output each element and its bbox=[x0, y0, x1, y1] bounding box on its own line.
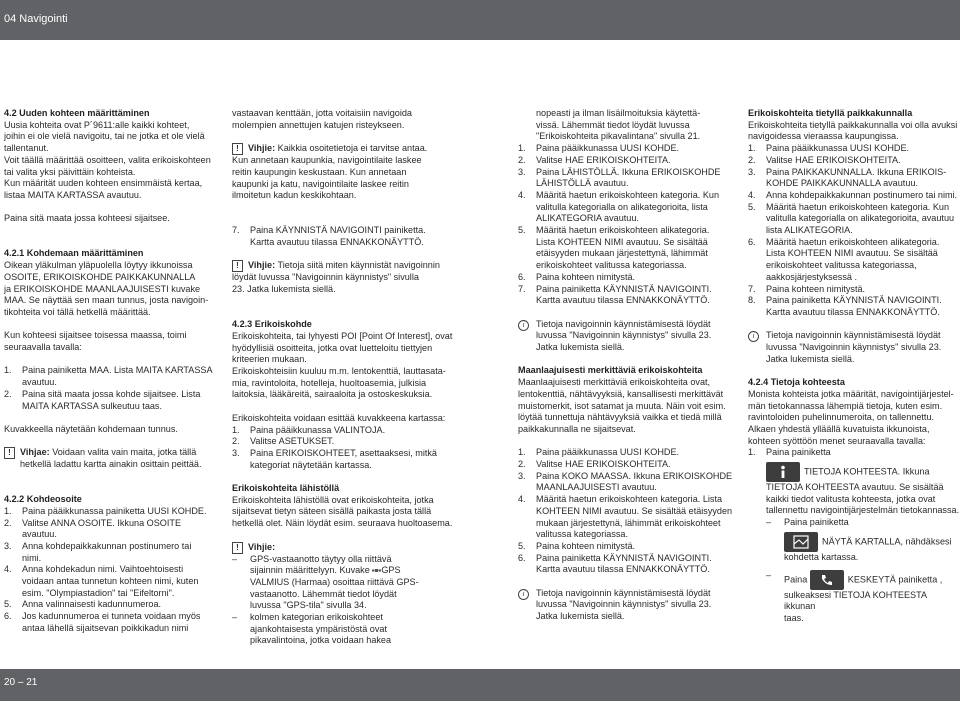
text-line: listaa MAITA KARTASSA avautuu. bbox=[4, 189, 142, 200]
list-item bbox=[4, 506, 226, 518]
list-dash: – bbox=[766, 569, 772, 580]
text-line: mukaan järjestettynä, lähimmät erikoiskohteet bbox=[536, 517, 721, 528]
text-line: sijaitsevat tietyn säteen sisällä paikasta josta tällä bbox=[232, 506, 432, 517]
text-line: pikavalintoina, jotka voidaan hakea bbox=[250, 635, 392, 646]
text-line: kohteen syöttöön menet seuraavalla tavalla: bbox=[748, 435, 926, 446]
text-line: antaa lähellä sijaitsevan poikkikadun nimi bbox=[22, 622, 189, 633]
text-line: Paina sitä maata jossa kohteesi sijaitsee. bbox=[4, 213, 170, 224]
text-line: Tietoja siitä miten käynnistät navigoinnin bbox=[277, 260, 440, 271]
list-item bbox=[748, 202, 960, 237]
text-line: aakkosjärjestyksessä . bbox=[766, 271, 857, 282]
list-item bbox=[748, 167, 960, 190]
text-line: kaikki tiedot valitusta kohteesta, jotka ovat bbox=[766, 493, 936, 504]
warning-icon: ! bbox=[4, 447, 15, 459]
text-line: Määritä haetun erikoiskohteen kategoria. Kun bbox=[766, 201, 949, 212]
list-number: 7. bbox=[232, 225, 240, 236]
list-number: 2. bbox=[748, 154, 756, 165]
list-item bbox=[748, 284, 960, 296]
text-line: Määritä haetun erikoiskohteen alikategoria. bbox=[766, 236, 940, 247]
list-item bbox=[518, 494, 740, 541]
text-line: Paina painiketta KÄYNNISTÄ NAVIGOINTI. bbox=[536, 283, 712, 294]
text-line: Erikoiskohteita, tai lyhyesti POI [Point Of Interest], ovat bbox=[232, 330, 453, 341]
list-number: 3. bbox=[232, 447, 240, 458]
page-footer bbox=[0, 669, 960, 701]
text-line: Paina ERIKOISKOHTEET, asettaaksesi, mitkä bbox=[250, 447, 437, 458]
list-item bbox=[518, 190, 740, 225]
text-line: TIETOJA KOHTEESTA avautuu. Se sisältää bbox=[766, 482, 944, 493]
text-line: LÄHISTÖLLÄ avautuu. bbox=[536, 178, 629, 189]
show-on-map-button[interactable] bbox=[784, 532, 818, 552]
satellite-icon bbox=[372, 567, 381, 575]
list-number: 1. bbox=[232, 424, 240, 435]
list-dash: – bbox=[232, 553, 238, 564]
column-3 bbox=[518, 108, 740, 623]
text-line: Kun määrität uuden kohteen ensimmäistä kertaa, bbox=[4, 178, 203, 189]
text-line: 23. Jatka lukemista siellä. bbox=[232, 284, 336, 295]
text-line: Maanlaajuisesti merkittäviä erikoiskohteita ovat, bbox=[518, 377, 711, 388]
list-number: 2. bbox=[232, 436, 240, 447]
section-heading: 4.2.1 Kohdemaan määrittäminen bbox=[4, 248, 144, 259]
text-line: Paina pääikkunassa UUSI KOHDE. bbox=[536, 143, 680, 154]
text-line: Tietoja navigoinnin käynnistämisestä löydät bbox=[536, 587, 711, 598]
text-line: OSOITE, ERIKOISKOHDE PAIKKAKUNNALLA bbox=[4, 271, 196, 282]
text-line: sijainnin määrittelyyn. Kuvake bbox=[250, 565, 370, 576]
list-item bbox=[232, 225, 458, 248]
text-line: Valitse ASETUKSET. bbox=[250, 436, 335, 447]
text-line: tallentanut. bbox=[4, 143, 49, 154]
text-line: etäisyyden mukaan järjestettynä, lähimmät bbox=[536, 248, 708, 259]
list-item bbox=[4, 541, 226, 564]
list-number: 5. bbox=[748, 201, 756, 212]
text-line: tallennettu navigointijärjestelmän tietokannassa. bbox=[766, 505, 960, 516]
info-icon: i bbox=[518, 320, 529, 331]
info-note bbox=[518, 588, 740, 623]
list-item bbox=[4, 564, 226, 599]
text-line: Määritä haetun erikoiskohteen kategoria. Kun bbox=[536, 189, 719, 200]
text-line: luvussa "GPS-tila" sivulla 34. bbox=[250, 600, 367, 611]
text-line: valitussa kategoriassa. bbox=[536, 529, 628, 540]
text-line: Määritä haetun erikoiskohteen alikategoria. bbox=[536, 225, 710, 236]
list-item bbox=[748, 517, 960, 563]
list-number: 2. bbox=[4, 517, 12, 528]
list-item bbox=[518, 284, 740, 307]
text-line: vastaavan kenttään, jotta voitaisiin navigoida bbox=[232, 108, 412, 118]
list-number: 7. bbox=[748, 283, 756, 294]
text-line: muistomerkit, isot satamat ja muuta. Näin voit esim. bbox=[518, 400, 726, 411]
list-number: 6. bbox=[518, 271, 526, 282]
list-number: 4. bbox=[4, 564, 12, 575]
text-line: Valitse HAE ERIKOISKOHTEITA. bbox=[766, 154, 901, 165]
list-item bbox=[518, 471, 740, 494]
list-item bbox=[518, 225, 740, 272]
text-line: Paina kohteen nimitystä. bbox=[766, 283, 866, 294]
info-icon: i bbox=[748, 331, 759, 342]
text-line: luvussa "Navigoinnin käynnistys" sivulla 23. bbox=[536, 330, 712, 341]
text-line: Lista KOHTEEN NIMI avautuu. Se sisältää bbox=[766, 248, 938, 259]
text-line: MAANLAAJUISESTI avautuu. bbox=[536, 482, 657, 493]
text-line: Paina LÄHISTÖLLÄ. Ikkuna ERIKOISKOHDE bbox=[536, 166, 721, 177]
info-button[interactable] bbox=[766, 462, 800, 482]
text-line: ALIKATEGORIA avautuu. bbox=[536, 213, 639, 224]
list-number: 1. bbox=[4, 505, 12, 516]
text-line: Monista kohteista jotka määrität, navigointijärjestel- bbox=[748, 388, 954, 399]
text-line: Erikoiskohteisiin kuuluu m.m. lentokenttiä, lauttasata- bbox=[232, 366, 446, 376]
list-item bbox=[748, 237, 960, 284]
list-item bbox=[232, 612, 458, 647]
list-number: 2. bbox=[518, 459, 526, 470]
text-line: voidaan antaa tunnetun kohteen nimi, kuten bbox=[22, 576, 199, 587]
list-number: 8. bbox=[748, 295, 756, 306]
text-line: Paina painiketta KÄYNNISTÄ NAVIGOINTI. bbox=[536, 552, 712, 563]
text-line: Voidaan valita vain maita, jotka tällä bbox=[52, 447, 197, 458]
section-heading: Maanlaajuisesti merkittäviä erikoiskohteita bbox=[518, 365, 703, 376]
text-line: Määritä haetun erikoiskohteen kategoria. Lista bbox=[536, 494, 723, 505]
list-dash: – bbox=[232, 612, 238, 623]
text-line: Anna kohdepaikkakunnan postinumero tai nimi. bbox=[766, 189, 958, 200]
list-item bbox=[4, 518, 226, 541]
page-numbers: 20 – 21 bbox=[4, 677, 38, 688]
text-line: Kartta avautuu tilassa ENNAKKONÄYTTÖ. bbox=[536, 564, 710, 575]
text-line: kaupunki ja katu, navigointilaite laskee reitin bbox=[232, 178, 409, 189]
text-line: GPS-vastaanotto täytyy olla riittävä bbox=[250, 553, 392, 564]
text-line: vastaanotto. Lähemmät tiedot löydät bbox=[250, 588, 397, 599]
hint-label: Vihjie: bbox=[248, 143, 276, 154]
text-line: kriteerien mukaan. bbox=[232, 354, 307, 365]
text-line: esim. "Olympiastadion" tai "Eifeltorni". bbox=[22, 587, 175, 598]
text-line: valitulla kategorialla on alikategorioita, avautuu bbox=[766, 213, 955, 224]
list-item bbox=[232, 448, 458, 471]
list-item bbox=[748, 447, 960, 517]
gps-label: GPS bbox=[381, 565, 401, 576]
text-line: Valitse HAE ERIKOISKOHTEITA. bbox=[536, 154, 671, 165]
text-line: kolmen kategorian erikoiskohteet bbox=[250, 612, 383, 623]
text-line: Erikoiskohteita voidaan esittää kuvakkeena kartassa: bbox=[232, 412, 446, 423]
info-note bbox=[518, 319, 740, 354]
text-line: Paina pääikkunassa UUSI KOHDE. bbox=[766, 143, 910, 154]
text-line: män tietokannassa lähempiä tietoja, kuten esim. bbox=[748, 400, 943, 411]
list-item bbox=[4, 611, 226, 634]
text-line: ravintoloiden puhelinnumeroita, on tallennettu. bbox=[748, 412, 935, 423]
text-line: avautuu. bbox=[22, 529, 57, 540]
list-dash: – bbox=[766, 517, 772, 528]
text-line: TIETOJA KOHTEESTA. Ikkuna bbox=[804, 466, 930, 477]
text-line: Kun annetaan kaupunkia, navigointilaite laskee bbox=[232, 155, 422, 166]
text-line: Paina KOKO MAASSA. Ikkuna ERIKOISKOHDE bbox=[536, 470, 733, 481]
text-line: paikkakunnalla ne sijaitsevat. bbox=[518, 423, 636, 434]
text-line: Kartta avautuu tilassa ENNAKKONÄYTTÖ. bbox=[536, 295, 710, 306]
list-item bbox=[232, 425, 458, 437]
text-line: Kun kohteesi sijaitsee toisessa maassa, toimi bbox=[4, 330, 187, 341]
hint-note bbox=[232, 260, 458, 272]
text-line: Jos kadunnumeroa ei tunneta voidaan myös bbox=[22, 611, 201, 622]
text-line: lentokenttiä, nähtävyyksiä, kansallisesti merkittävät bbox=[518, 388, 724, 399]
text-line: navigoidessa vieraassa kaupungissa. bbox=[748, 131, 899, 142]
text-line: NÄYTÄ KARTALLA, nähdäksesi bbox=[822, 536, 952, 547]
text-line: Anna kohdekadun nimi. Vaihtoehtoisesti bbox=[22, 564, 184, 575]
text-line: ilmoitetun kadun keskikohtaan. bbox=[232, 190, 357, 201]
list-item bbox=[748, 155, 960, 167]
text-line: Jatka lukemista siellä. bbox=[766, 353, 855, 364]
text-line: KOHTEEN NIMI avautuu. Se sisältää etäisyyden bbox=[536, 505, 733, 516]
list-number: 1. bbox=[518, 447, 526, 458]
text-line: Paina painiketta bbox=[784, 517, 849, 528]
list-item bbox=[518, 553, 740, 576]
text-line: Lista KOHTEEN NIMI avautuu. Se sisältää bbox=[536, 236, 708, 247]
text-line: Tietoja navigoinnin käynnistämisestä löydät bbox=[766, 330, 941, 341]
column-2 bbox=[232, 108, 458, 647]
text-line: luvussa "Navigoinnin käynnistys" sivulla 23. bbox=[766, 342, 942, 353]
text-line: löytää tunnettuja nähtävyyksiä vaikka et tiedä millä bbox=[518, 412, 722, 423]
text-line: Paina painiketta bbox=[766, 447, 831, 458]
warning-icon: ! bbox=[232, 542, 243, 554]
text-line: Paina pääikkunassa painiketta UUSI KOHDE. bbox=[22, 505, 207, 516]
info-icon bbox=[775, 465, 791, 479]
text-line: Uusia kohteita ovat P´9611:alle kaikki kohteet, bbox=[4, 119, 190, 130]
chapter-header bbox=[0, 0, 960, 40]
list-number: 4. bbox=[518, 189, 526, 200]
list-item bbox=[748, 143, 960, 155]
text-line: hetkellä ladattu kartta ainakin osittain peittää. bbox=[20, 459, 202, 469]
hint-label: Vihjae: bbox=[20, 447, 50, 458]
phone-icon bbox=[819, 573, 835, 587]
list-item bbox=[518, 167, 740, 190]
list-number: 7. bbox=[518, 283, 526, 294]
text-line: joihin ei ole vielä navigoitu, tai ne jotka et ole vielä bbox=[4, 131, 205, 142]
text-line: ja ERIKOISKOHDE MAANLAAJUISESTI kuvake bbox=[4, 283, 201, 294]
text-line: reitin kaupungin keskustaan. Kun annetaan bbox=[232, 166, 407, 177]
text-line: luvussa "Navigoinnin käynnistys" sivulla 23. bbox=[536, 599, 712, 610]
list-item bbox=[748, 570, 960, 625]
text-line: löydät luvussa "Navigoinnin käynnistys" sivulla bbox=[232, 272, 419, 283]
list-number: 3. bbox=[518, 470, 526, 481]
list-number: 6. bbox=[518, 552, 526, 563]
list-item bbox=[232, 554, 458, 613]
text-line: Jatka lukemista siellä. bbox=[536, 611, 625, 622]
section-heading: Erikoiskohteita lähistöllä bbox=[232, 483, 340, 493]
warning-icon: ! bbox=[232, 260, 243, 272]
list-number: 2. bbox=[4, 388, 12, 399]
hint-label: Vihjie: bbox=[248, 541, 276, 552]
text-line: Paina kohteen nimitystä. bbox=[536, 540, 636, 551]
text-line: Voit täällä määrittää osoitteen, valita erikoiskohteen bbox=[4, 154, 211, 165]
text-line: Paina kohteen nimitystä. bbox=[536, 271, 636, 282]
text-line: Alkaen yhdestä ylläällä kuvatuista ikkunoista, bbox=[748, 423, 930, 434]
text-line: Paina sitä maata jossa kohde sijaitsee. Lista bbox=[22, 388, 201, 399]
text-line: molempien annettujen katujen risteykseen. bbox=[232, 119, 405, 130]
text-line: erikoiskohteet valitussa kategoriassa. bbox=[536, 260, 687, 271]
text-line: Anna kohdepaikkakunnan postinumero tai bbox=[22, 540, 192, 551]
text-line: Oikean yläkulman yläpuolella löytyy ikkunoissa bbox=[4, 260, 193, 271]
text-line: VALMIUS (Harmaa) osoittaa riittävä GPS- bbox=[250, 576, 419, 587]
list-item bbox=[518, 541, 740, 553]
info-icon: i bbox=[518, 589, 529, 600]
text-line: Paina pääikkunassa VALINTOJA. bbox=[250, 424, 386, 435]
list-number: 5. bbox=[518, 225, 526, 236]
list-number: 5. bbox=[4, 599, 12, 610]
list-number: 2. bbox=[518, 154, 526, 165]
text-line: sulkeaksesi TIETOJA KOHTEESTA ikkunan bbox=[784, 589, 927, 612]
list-number: 1. bbox=[4, 365, 12, 376]
text-line: erikoiskohteet valitussa kategoriassa, bbox=[766, 260, 917, 271]
list-item bbox=[518, 447, 740, 459]
text-line: Tietoja navigoinnin käynnistämisestä löydät bbox=[536, 318, 711, 329]
call-button[interactable] bbox=[810, 570, 844, 590]
text-line: hyödyllisiä osoitteita, jotka ovat luetteloitu tiettyjen bbox=[232, 342, 433, 353]
text-line: Valitse HAE ERIKOISKOHTEITA. bbox=[536, 459, 671, 470]
list-number: 1. bbox=[518, 143, 526, 154]
list-number: 3. bbox=[4, 540, 12, 551]
text-line: laitoksia, lääkäreitä, sairaaloita ja ostoskeskuksia. bbox=[232, 389, 433, 400]
text-line: hetkellä olet. Näin löydät esim. seuraava huoltoasema. bbox=[232, 518, 453, 529]
text-line: kohdetta kartassa. bbox=[784, 551, 859, 562]
text-line: Paina pääikkunassa UUSI KOHDE. bbox=[536, 447, 680, 458]
text-line: MAITA KARTASSA sulkeutuu taas. bbox=[22, 400, 163, 411]
column-1 bbox=[4, 108, 226, 635]
text-line: vissä. Lähemmät tiedot löydät luvussa bbox=[536, 119, 690, 130]
text-line: taas. bbox=[784, 612, 804, 623]
hint-label: Vihjie: bbox=[248, 260, 276, 271]
text-line: Paina KÄYNNISTÄ NAVIGOINTI painiketta. bbox=[250, 225, 426, 236]
text-line: KOHDE PAIKKAKUNNALLA avautuu. bbox=[766, 178, 918, 189]
list-number: 5. bbox=[518, 540, 526, 551]
text-line: kategoriat näytetään kartassa. bbox=[250, 459, 372, 470]
list-item bbox=[518, 459, 740, 471]
list-item bbox=[518, 272, 740, 284]
text-line: tikohteita voi tällä hetkellä määrittää. bbox=[4, 306, 151, 317]
list-number: 6. bbox=[4, 611, 12, 622]
column-4 bbox=[748, 108, 960, 625]
list-item bbox=[4, 365, 226, 388]
list-item bbox=[748, 190, 960, 202]
text-line: Paina PAIKKAKUNNALLA. Ikkuna ERIKOIS- bbox=[766, 166, 947, 177]
list-item bbox=[518, 143, 740, 155]
list-number: 1. bbox=[748, 143, 756, 154]
section-heading: Erikoiskohteita tietyllä paikkakunnalla bbox=[748, 108, 913, 118]
text-line: Erikoiskohteita lähistöllä ovat erikoiskohteita, jotka bbox=[232, 494, 434, 505]
section-heading: 4.2 Uuden kohteen määrittäminen bbox=[4, 108, 150, 118]
text-line: Erikoiskohteita tietyllä paikkakunnalla voi olla avuksi bbox=[748, 119, 958, 130]
text-line: Valitse ANNA OSOITE. Ikkuna OSOITE bbox=[22, 517, 182, 528]
list-item bbox=[4, 599, 226, 611]
list-number: 4. bbox=[518, 494, 526, 505]
text-line: Kaikkia osoitetietoja ei tarvitse antaa. bbox=[277, 143, 428, 154]
info-note bbox=[748, 330, 960, 365]
list-item bbox=[232, 436, 458, 448]
section-heading: 4.2.3 Erikoiskohde bbox=[232, 319, 312, 330]
list-item bbox=[748, 295, 960, 318]
text-line: Paina bbox=[784, 573, 808, 584]
text-line: Anna valinnaisesti kadunnumeroa. bbox=[22, 599, 162, 610]
section-heading: 4.2.2 Kohdeosoite bbox=[4, 494, 82, 505]
chapter-title: 04 Navigointi bbox=[4, 13, 68, 25]
text-line: MAA. Se näyttää sen maan tunnus, josta navigoin- bbox=[4, 295, 209, 306]
list-item bbox=[518, 155, 740, 167]
warning-icon: ! bbox=[232, 143, 243, 155]
text-line: lista ALIKATEGORIA. bbox=[766, 225, 853, 236]
map-icon bbox=[793, 535, 809, 549]
text-line: valitulla kategorialla on alikategorioita, lista bbox=[536, 201, 708, 212]
text-line: Kartta avautuu tilassa ENNAKKONÄYTTÖ. bbox=[766, 306, 940, 317]
section-heading: 4.2.4 Tietoja kohteesta bbox=[748, 377, 845, 388]
list-number: 6. bbox=[748, 236, 756, 247]
text-line: mia, ravintoloita, hotelleja, huoltoasemia, julkisia bbox=[232, 377, 427, 388]
text-line: seuraavalla tavalla: bbox=[4, 342, 82, 353]
text-line: nimi. bbox=[22, 552, 42, 563]
text-line: nopeasti ja ilman lisäilmoituksia käytettä- bbox=[536, 108, 701, 118]
text-line: "Erikoiskohteita pikavalintana" sivulla 21. bbox=[536, 131, 701, 142]
text-line: Paina painiketta KÄYNNISTÄ NAVIGOINTI. bbox=[766, 295, 942, 306]
text-line: tai valita yksi päivittäin kohteista. bbox=[4, 166, 136, 177]
list-number: 3. bbox=[748, 166, 756, 177]
text-line: avautuu. bbox=[22, 377, 57, 388]
list-number: 4. bbox=[748, 189, 756, 200]
text-line: Kuvakkeella näytetään kohdemaan tunnus. bbox=[4, 423, 178, 434]
hint-note bbox=[232, 143, 458, 155]
text-line: Jatka lukemista siellä. bbox=[536, 342, 625, 353]
hint-note bbox=[232, 542, 458, 554]
list-number: 1. bbox=[748, 447, 756, 458]
list-item bbox=[4, 389, 226, 412]
text-line: KESKEYTÄ painiketta , bbox=[847, 573, 943, 584]
text-line: ajankohtaisesta ympäristöstä ovat bbox=[250, 623, 387, 634]
text-line: Kartta avautuu tilassa ENNAKKONÄYTTÖ. bbox=[250, 237, 424, 247]
text-line: Paina painiketta MAA. Lista MAITA KARTASSA bbox=[22, 365, 213, 376]
list-number: 3. bbox=[518, 166, 526, 177]
hint-note bbox=[4, 447, 226, 470]
